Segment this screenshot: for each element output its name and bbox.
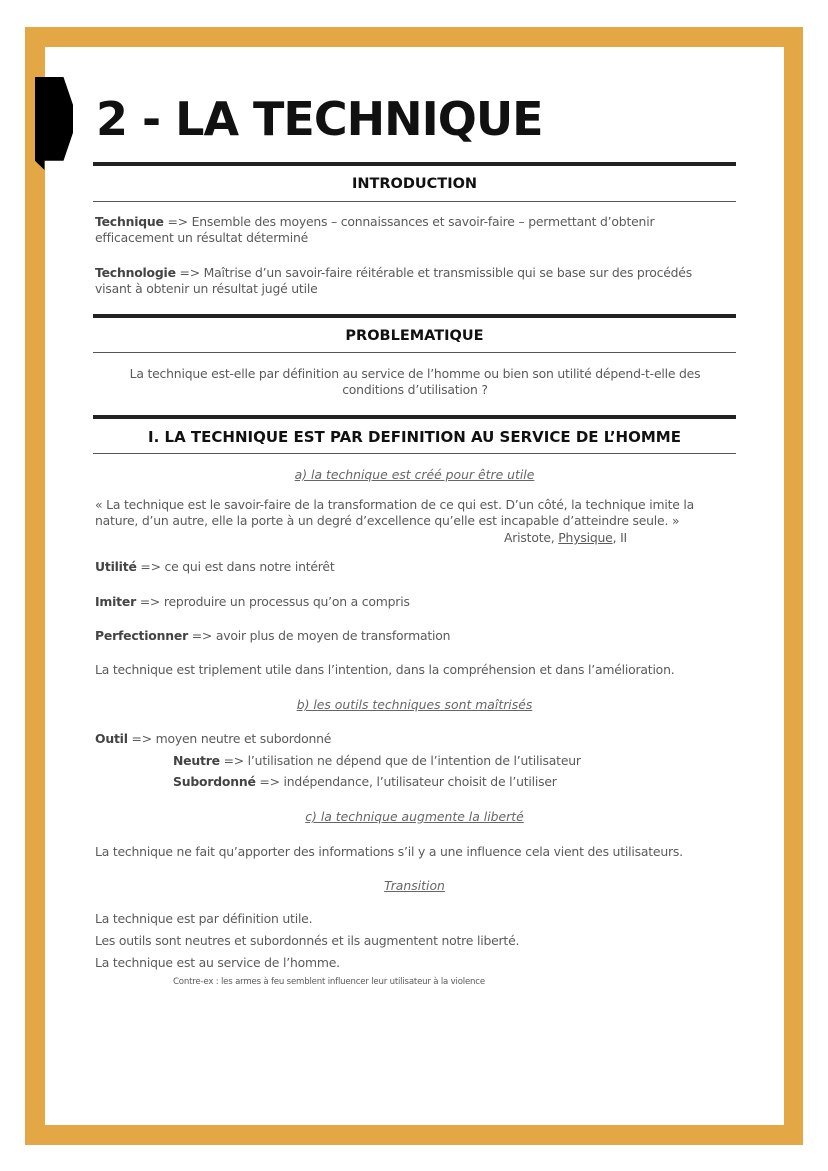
- divider: [93, 453, 736, 454]
- part1-heading: I. LA TECHNIQUE EST PAR DEFINITION AU SERVICE DE L’HOMME: [148, 428, 681, 446]
- divider: [93, 415, 736, 419]
- problem-heading: PROBLEMATIQUE: [345, 328, 484, 344]
- subheading-b: b) les outils techniques sont maîtrisés: [296, 697, 533, 712]
- subheading-c: c) la technique augmente la liberté: [305, 809, 524, 824]
- divider: [93, 352, 736, 353]
- subheading-a: a) la technique est créé pour être utile: [294, 467, 535, 482]
- definition-outil: Outil => moyen neutre et subordonné: [95, 731, 332, 746]
- definition-utilite: Utilité => ce qui est dans notre intérêt: [95, 559, 335, 574]
- problem-text: La technique est-elle par définition au service de l’homme ou bien son utilité dépend-t-elle des conditions d’utilisation ?: [129, 366, 701, 397]
- definition-imiter: Imiter => reproduire un processus qu’on a compris: [95, 594, 410, 609]
- definition-perfectionner: Perfectionner => avoir plus de moyen de transformation: [95, 628, 451, 643]
- counter-example: Contre-ex : les armes à feu semblent influencer leur utilisateur à la violence: [173, 977, 485, 987]
- divider: [93, 162, 736, 166]
- page-title: 2 - LA TECHNIQUE: [96, 92, 543, 146]
- quote-citation: Aristote, Physique, II: [504, 530, 627, 545]
- definition-technique: Technique => Ensemble des moyens – connaissances et savoir-faire – permettant d’obtenir efficacement un résultat déterminé: [95, 214, 655, 245]
- intro-heading: INTRODUCTION: [351, 176, 478, 192]
- conclusion-line: La technique est au service de l’homme.: [95, 955, 340, 970]
- transition-heading: Transition: [384, 878, 445, 893]
- definition-subordonne: Subordonné => indépendance, l’utilisateur choisit de l’utiliser: [173, 774, 557, 789]
- definition-neutre: Neutre => l’utilisation ne dépend que de l’intention de l’utilisateur: [173, 753, 581, 768]
- text-c: La technique ne fait qu’apporter des informations s’il y a une influence cela vient des utilisateurs.: [95, 844, 683, 859]
- conclusion-line: Les outils sont neutres et subordonnés et ils augmentent notre liberté.: [95, 933, 520, 948]
- definition-technologie: Technologie => Maîtrise d’un savoir-faire réitérable et transmissible qui se base sur des procédés visant à obtenir un résultat jugé utile: [95, 265, 692, 296]
- summary-a: La technique est triplement utile dans l’intention, dans la compréhension et dans l’amélioration.: [95, 662, 675, 677]
- quote: « La technique est le savoir-faire de la transformation de ce qui est. D’un côté, la technique imite la nature, d’un autre, elle la porte à un degré d’excellence qu’elle est incapable d’atteindre seule. »: [95, 497, 695, 528]
- conclusion-line: La technique est par définition utile.: [95, 911, 313, 926]
- divider: [93, 201, 736, 202]
- divider: [93, 314, 736, 318]
